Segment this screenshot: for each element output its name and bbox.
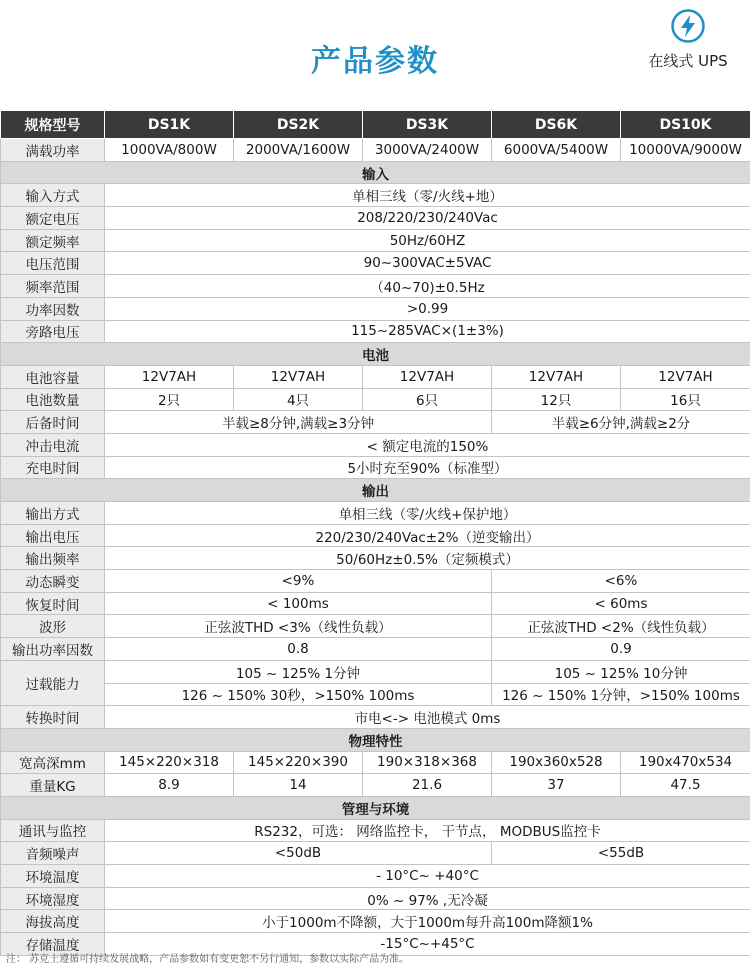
table-cell: < 额定电流的150% [105, 433, 750, 456]
table-cell: 3000VA/2400W [363, 139, 492, 162]
table-row [1, 207, 750, 230]
table-row [1, 660, 750, 683]
table-cell: <9% [105, 570, 492, 593]
section-row-input [1, 161, 750, 184]
table-cell: 8.9 [105, 774, 234, 797]
table-row [1, 433, 750, 456]
table-row [1, 592, 750, 615]
table-cell: -15°C~+45°C [105, 933, 750, 956]
table-cell: 115~285VAC×(1±3%) [105, 320, 750, 343]
table-cell: 2只 [105, 388, 234, 411]
table-cell: 208/220/230/240Vac [105, 207, 750, 230]
table-cell: 145×220×390 [234, 751, 363, 774]
spec-table [0, 110, 750, 956]
table-row [1, 456, 750, 479]
row-label: 输入方式 [1, 184, 105, 207]
table-cell: 12V7AH [363, 365, 492, 388]
table-row [1, 819, 750, 842]
table-cell: 50Hz/60HZ [105, 229, 750, 252]
row-label: 冲击电流 [1, 433, 105, 456]
table-row [1, 615, 750, 638]
table-cell: 90~300VAC±5VAC [105, 252, 750, 275]
table-row [1, 252, 750, 275]
table-cell: >0.99 [105, 297, 750, 320]
row-label: 额定频率 [1, 229, 105, 252]
table-cell: 105 ~ 125% 10分钟 [492, 660, 750, 683]
row-label: 额定电压 [1, 207, 105, 230]
table-cell: <6% [492, 570, 750, 593]
row-label: 输出功率因数 [1, 638, 105, 661]
table-cell: 126 ~ 150% 1分钟，>150% 100ms [492, 683, 750, 706]
row-label: 后备时间 [1, 411, 105, 434]
section-row-physical [1, 728, 750, 751]
table-cell: - 10°C~ +40°C [105, 865, 750, 888]
table-cell: 47.5 [621, 774, 750, 797]
row-label: 重量KG [1, 774, 105, 797]
header-cell: DS1K [105, 111, 234, 139]
row-label: 满载功率 [1, 139, 105, 162]
table-row [1, 570, 750, 593]
row-label: 音频噪声 [1, 842, 105, 865]
row-label: 电池容量 [1, 365, 105, 388]
footnote: 注： 苏克士遵循可持续发展战略，产品参数如有变更恕不另行通知，参数以实际产品为准。 [6, 954, 410, 965]
row-label: 电池数量 [1, 388, 105, 411]
table-cell: 220/230/240Vac±2%（逆变输出） [105, 524, 750, 547]
table-cell: 190x470x534 [621, 751, 750, 774]
table-cell: RS232，可选： 网络监控卡， 干节点， MODBUS监控卡 [105, 819, 750, 842]
table-cell: <50dB [105, 842, 492, 865]
header-cell: DS10K [621, 111, 750, 139]
table-cell: 单相三线（零/火线+保护地） [105, 502, 750, 525]
row-label: 海拔高度 [1, 910, 105, 933]
section-title: 电池 [1, 343, 750, 366]
header-cell: 规格型号 [1, 111, 105, 139]
table-cell: 0.8 [105, 638, 492, 661]
table-row [1, 751, 750, 774]
table-cell: 14 [234, 774, 363, 797]
table-row [1, 865, 750, 888]
table-cell: 0% ~ 97% ,无冷凝 [105, 887, 750, 910]
table-row [1, 910, 750, 933]
table-cell: 190x360x528 [492, 751, 621, 774]
table-cell: 37 [492, 774, 621, 797]
row-label: 通讯与监控 [1, 819, 105, 842]
table-cell: 50/60Hz±0.5%（定频模式） [105, 547, 750, 570]
ups-type-badge [638, 8, 738, 71]
table-cell: 市电<-> 电池模式 0ms [105, 706, 750, 729]
lightning-bolt-icon [670, 8, 706, 44]
table-cell: 10000VA/9000W [621, 139, 750, 162]
table-cell: < 60ms [492, 592, 750, 615]
table-cell: 0.9 [492, 638, 750, 661]
row-label: 频率范围 [1, 275, 105, 298]
row-label: 环境温度 [1, 865, 105, 888]
table-cell: 12V7AH [105, 365, 234, 388]
section-title: 管理与环境 [1, 796, 750, 819]
table-row [1, 683, 750, 706]
table-row [1, 320, 750, 343]
table-row [1, 229, 750, 252]
row-label: 充电时间 [1, 456, 105, 479]
table-row [1, 184, 750, 207]
table-row [1, 524, 750, 547]
table-row [1, 502, 750, 525]
table-cell: 单相三线（零/火线+地） [105, 184, 750, 207]
table-cell: （40~70)±0.5Hz [105, 275, 750, 298]
row-label: 动态瞬变 [1, 570, 105, 593]
row-label: 输出电压 [1, 524, 105, 547]
header-cell: DS6K [492, 111, 621, 139]
table-row [1, 842, 750, 865]
table-row [1, 887, 750, 910]
row-label: 恢复时间 [1, 592, 105, 615]
section-row-battery [1, 343, 750, 366]
table-row [1, 638, 750, 661]
row-label: 存储温度 [1, 933, 105, 956]
table-cell: 小于1000m不降额，大于1000m每升高100m降额1% [105, 910, 750, 933]
header-cell: DS2K [234, 111, 363, 139]
row-label: 环境湿度 [1, 887, 105, 910]
table-cell: 正弦波THD <3%（线性负载） [105, 615, 492, 638]
table-row [1, 275, 750, 298]
table-cell: < 100ms [105, 592, 492, 615]
table-cell: 半载≥6分钟,满载≥2分 [492, 411, 750, 434]
table-cell: 半载≥8分钟,满载≥3分钟 [105, 411, 492, 434]
table-cell: 105 ~ 125% 1分钟 [105, 660, 492, 683]
section-title: 物理特性 [1, 728, 750, 751]
table-row [1, 411, 750, 434]
table-row [1, 297, 750, 320]
page-title: 产品参数 [311, 44, 439, 79]
table-row [1, 774, 750, 797]
row-label: 转换时间 [1, 706, 105, 729]
table-row [1, 706, 750, 729]
table-cell: 12只 [492, 388, 621, 411]
badge-label: 在线式 UPS [648, 52, 728, 70]
section-row-environment [1, 796, 750, 819]
table-row [1, 365, 750, 388]
row-label: 输出方式 [1, 502, 105, 525]
table-cell: 正弦波THD <2%（线性负载） [492, 615, 750, 638]
section-row-output [1, 479, 750, 502]
row-label: 输出频率 [1, 547, 105, 570]
table-cell: 1000VA/800W [105, 139, 234, 162]
row-label: 功率因数 [1, 297, 105, 320]
table-header-row [1, 111, 750, 139]
table-cell: 12V7AH [621, 365, 750, 388]
section-title: 输入 [1, 161, 750, 184]
row-label: 旁路电压 [1, 320, 105, 343]
table-cell: 126 ~ 150% 30秒，>150% 100ms [105, 683, 492, 706]
table-cell: 21.6 [363, 774, 492, 797]
table-row [1, 388, 750, 411]
table-cell: 2000VA/1600W [234, 139, 363, 162]
table-cell: 6000VA/5400W [492, 139, 621, 162]
row-label: 电压范围 [1, 252, 105, 275]
table-cell: <55dB [492, 842, 750, 865]
table-cell: 4只 [234, 388, 363, 411]
table-cell: 5小时充至90%（标准型） [105, 456, 750, 479]
table-cell: 190×318×368 [363, 751, 492, 774]
row-label: 波形 [1, 615, 105, 638]
table-cell: 145×220×318 [105, 751, 234, 774]
row-label: 过载能力 [1, 660, 105, 705]
table-cell: 16只 [621, 388, 750, 411]
table-row [1, 139, 750, 162]
table-cell: 12V7AH [234, 365, 363, 388]
section-title: 输出 [1, 479, 750, 502]
header-cell: DS3K [363, 111, 492, 139]
table-row [1, 547, 750, 570]
table-cell: 6只 [363, 388, 492, 411]
row-label: 宽高深mm [1, 751, 105, 774]
table-cell: 12V7AH [492, 365, 621, 388]
